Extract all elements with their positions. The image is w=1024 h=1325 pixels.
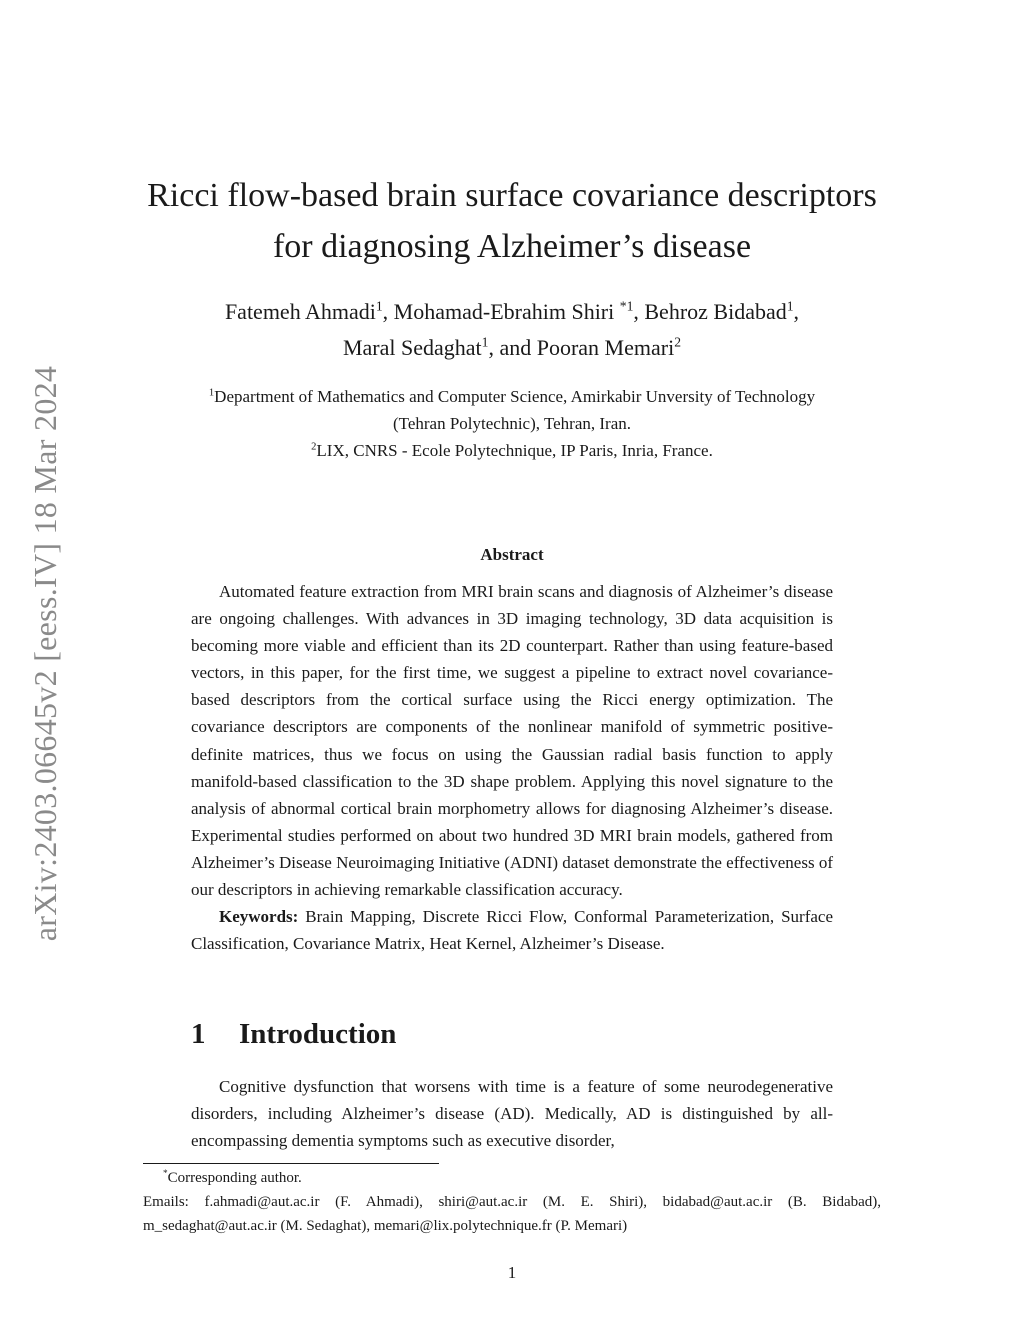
author-affil-mark: 1 — [481, 334, 489, 350]
author-line-2: Maral Sedaghat$^1$, and Pooran Memari$^2$ — [342, 334, 682, 360]
author-name: Pooran Memari — [536, 335, 675, 360]
author-affil-mark: 1 — [375, 298, 383, 314]
footnote-mark: * — [163, 1169, 168, 1179]
intro-paragraph: Cognitive dysfunction that worsens with time is a feature of some neurodegenerative disorders, including Alzheimer’s disease (AD). Medically, AD is distinguished by all-encompassing dementia symptoms such as executive disorder, — [191, 1077, 833, 1151]
author-affil-mark: *1 — [619, 298, 634, 314]
author-name: Mohamad-Ebrahim Shiri — [393, 299, 620, 324]
author-list — [100, 294, 924, 366]
paper-title — [100, 170, 924, 272]
author-affil-mark: 2 — [674, 334, 682, 350]
affiliation-1-cont: (Tehran Polytechnic), Tehran, Iran. — [392, 414, 632, 433]
author-name: Behroz Bidabad — [644, 299, 787, 324]
footnote-emails: Emails: f.ahmadi@aut.ac.ir (F. Ahmadi), shiri@aut.ac.ir (M. E. Shiri), bidabad@aut.ac.ir (B. Bidabad), m_sedaghat@aut.ac.ir (M. Sedaghat), memari@lix.polytechnique.fr (P. Memari) — [143, 1194, 881, 1234]
author-affil-mark: 1 — [786, 298, 794, 314]
arxiv-id-text: arXiv:2403.06645v2 [eess.IV] 18 Mar 2024 — [27, 365, 64, 941]
page-number: 1 — [507, 1263, 517, 1282]
footnotes — [143, 1166, 881, 1238]
arxiv-side-stamp — [16, 348, 76, 958]
title-line-2: for diagnosing Alzheimer’s disease — [272, 228, 752, 265]
author-name: Maral Sedaghat — [342, 335, 482, 360]
keywords-label: Keywords: — [219, 907, 299, 927]
affiliation-1: $^1$Department of Mathematics and Computer Science, Amirkabir Unversity of Technology — [208, 387, 816, 406]
section-heading — [191, 1018, 396, 1051]
introduction-body — [191, 1073, 833, 1154]
author-line-1: Fatemeh Ahmadi$^1$, Mohamad-Ebrahim Shiri $^{*1}$, Behroz Bidabad$^1$, — [224, 298, 800, 324]
keywords — [191, 903, 833, 957]
footnote-rule — [143, 1163, 439, 1164]
abstract-heading: Abstract — [480, 545, 544, 564]
author-name: Fatemeh Ahmadi — [224, 299, 376, 324]
abstract-body — [191, 578, 833, 957]
footnote-corresponding: *Corresponding author. — [163, 1169, 302, 1186]
section-title: Introduction — [239, 1018, 397, 1050]
affiliations — [100, 383, 924, 464]
keywords-text: Brain Mapping, Discrete Ricci Flow, Conformal Parameterization, Surface Classification, Covariance Matrix, Heat Kernel, Alzheimer’s Disease. — [191, 907, 834, 954]
affiliation-2: $^2$LIX, CNRS - Ecole Polytechnique, IP Paris, Inria, France. — [311, 441, 713, 460]
section-number: 1 — [191, 1018, 206, 1050]
abstract-text: Automated feature extraction from MRI brain scans and diagnosis of Alzheimer’s disease are ongoing challenges. With advances in 3D imaging technology, 3D data acquisition is becoming more viable and efficient than its 2D counterpart. Rather than using feature-based vectors, in this paper, for the first time, we suggest a pipeline to extract novel covariance-based descriptors from the cortical surface using the Ricci energy optimization. The covariance descriptors are components of the nonlinear manifold of symmetric positive-definite matrices, thus we focus on using the Gaussian radial basis function to apply manifold-based classification to the 3D shape problem. Applying this novel signature to the analysis of abnormal cortical brain morphometry allows for diagnosing Alzheimer’s disease. Experimental studies performed on about two hundred 3D MRI brain models, gathered from Alzheimer’s Disease Neuroimaging Initiative (ADNI) dataset demonstrate the effectiveness of our descriptors in achieving remarkable classification accuracy. — [191, 582, 833, 900]
title-line-1: Ricci flow-based brain surface covariance descriptors — [147, 177, 877, 214]
